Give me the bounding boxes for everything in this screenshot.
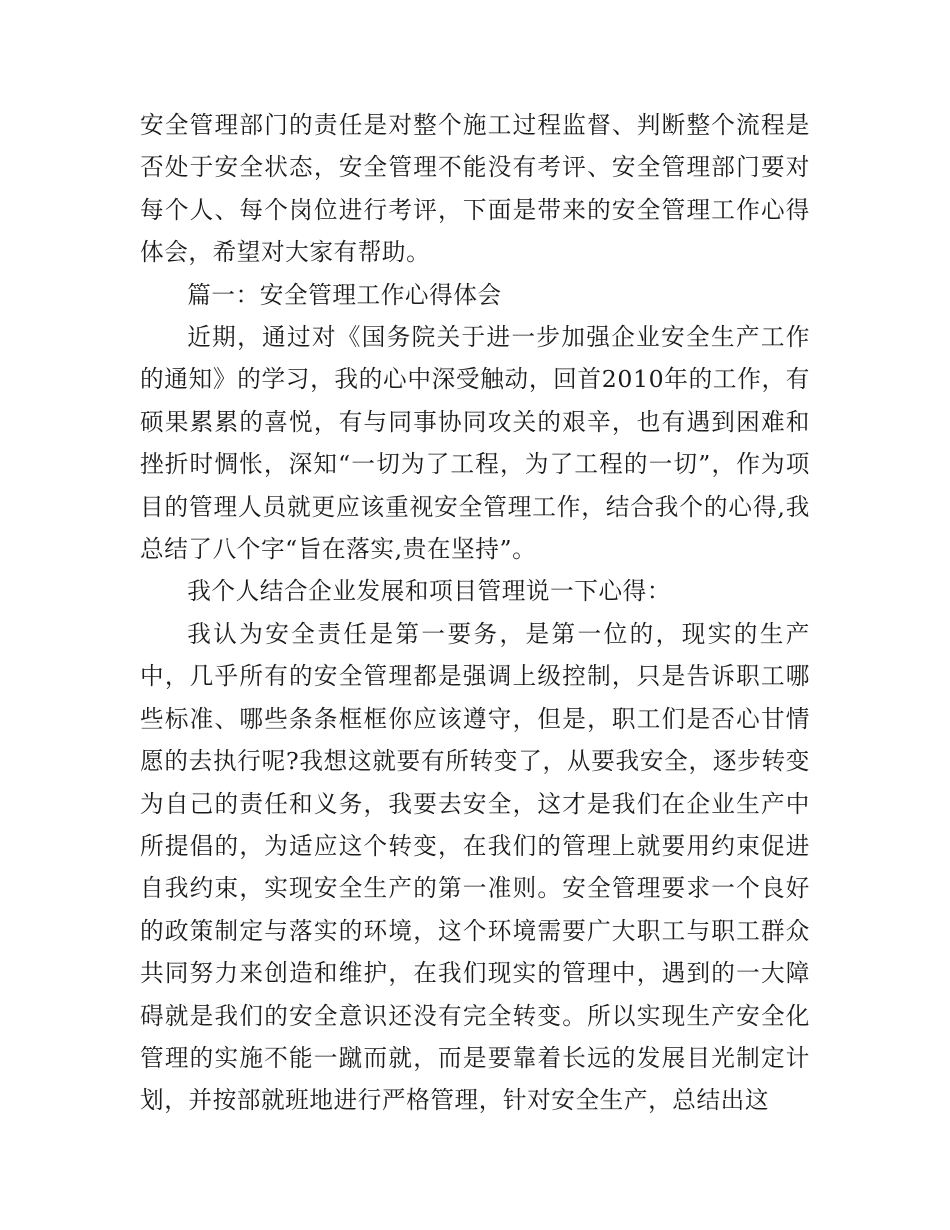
section-heading: 篇一：安全管理工作心得体会 <box>187 280 502 309</box>
body-paragraph-3: 我认为安全责任是第一要务，是第一位的，现实的生产中，几乎所有的安全管理都是强调上级控制，只是告诉职工哪些标准、哪些条条框框你应该遵守，但是，职工们是否心甘情愿的去执行呢?我想这就要有所转变了，从要我安全，逐步转变为自己的责任和义务，我要去安全，这才是我们在企业生产中所提倡的，为适应这个转变，在我们的管理上就要用约束促进自我约束，实现安全生产的第一准则。安全管理要求一个良好的政策制定与落实的环境，这个环境需要广大职工与职工群众共同努力来创造和维护，在我们现实的管理中，遇到的一大障碍就是我们的安全意识还没有完全转变。所以实现生产安全化管理的实施不能一蹴而就，而是要靠着长远的发展目光制定计划，并按部就班地进行严格管理，针对安全生产，总结出这 <box>140 619 810 1115</box>
body-paragraph-2: 我个人结合企业发展和项目管理说一下心得： <box>187 577 672 606</box>
body-paragraph-1: 近期，通过对《国务院关于进一步加强企业安全生产工作的通知》的学习，我的心中深受触动，回首2010年的工作，有硕果累累的喜悦，有与同事协同攻关的艰辛，也有遇到困难和挫折时惆怅，深知“一切为了工程，为了工程的一切”，作为项目的管理人员就更应该重视安全管理工作，结合我个的心得,我总结了八个字“旨在落实,贵在坚持”。 <box>140 323 810 564</box>
intro-paragraph: 安全管理部门的责任是对整个施工过程监督、判断整个流程是否处于安全状态，安全管理不能没有考评、安全管理部门要对每个人、每个岗位进行考评，下面是带来的安全管理工作心得体会，希望对大家有帮助。 <box>140 111 810 267</box>
